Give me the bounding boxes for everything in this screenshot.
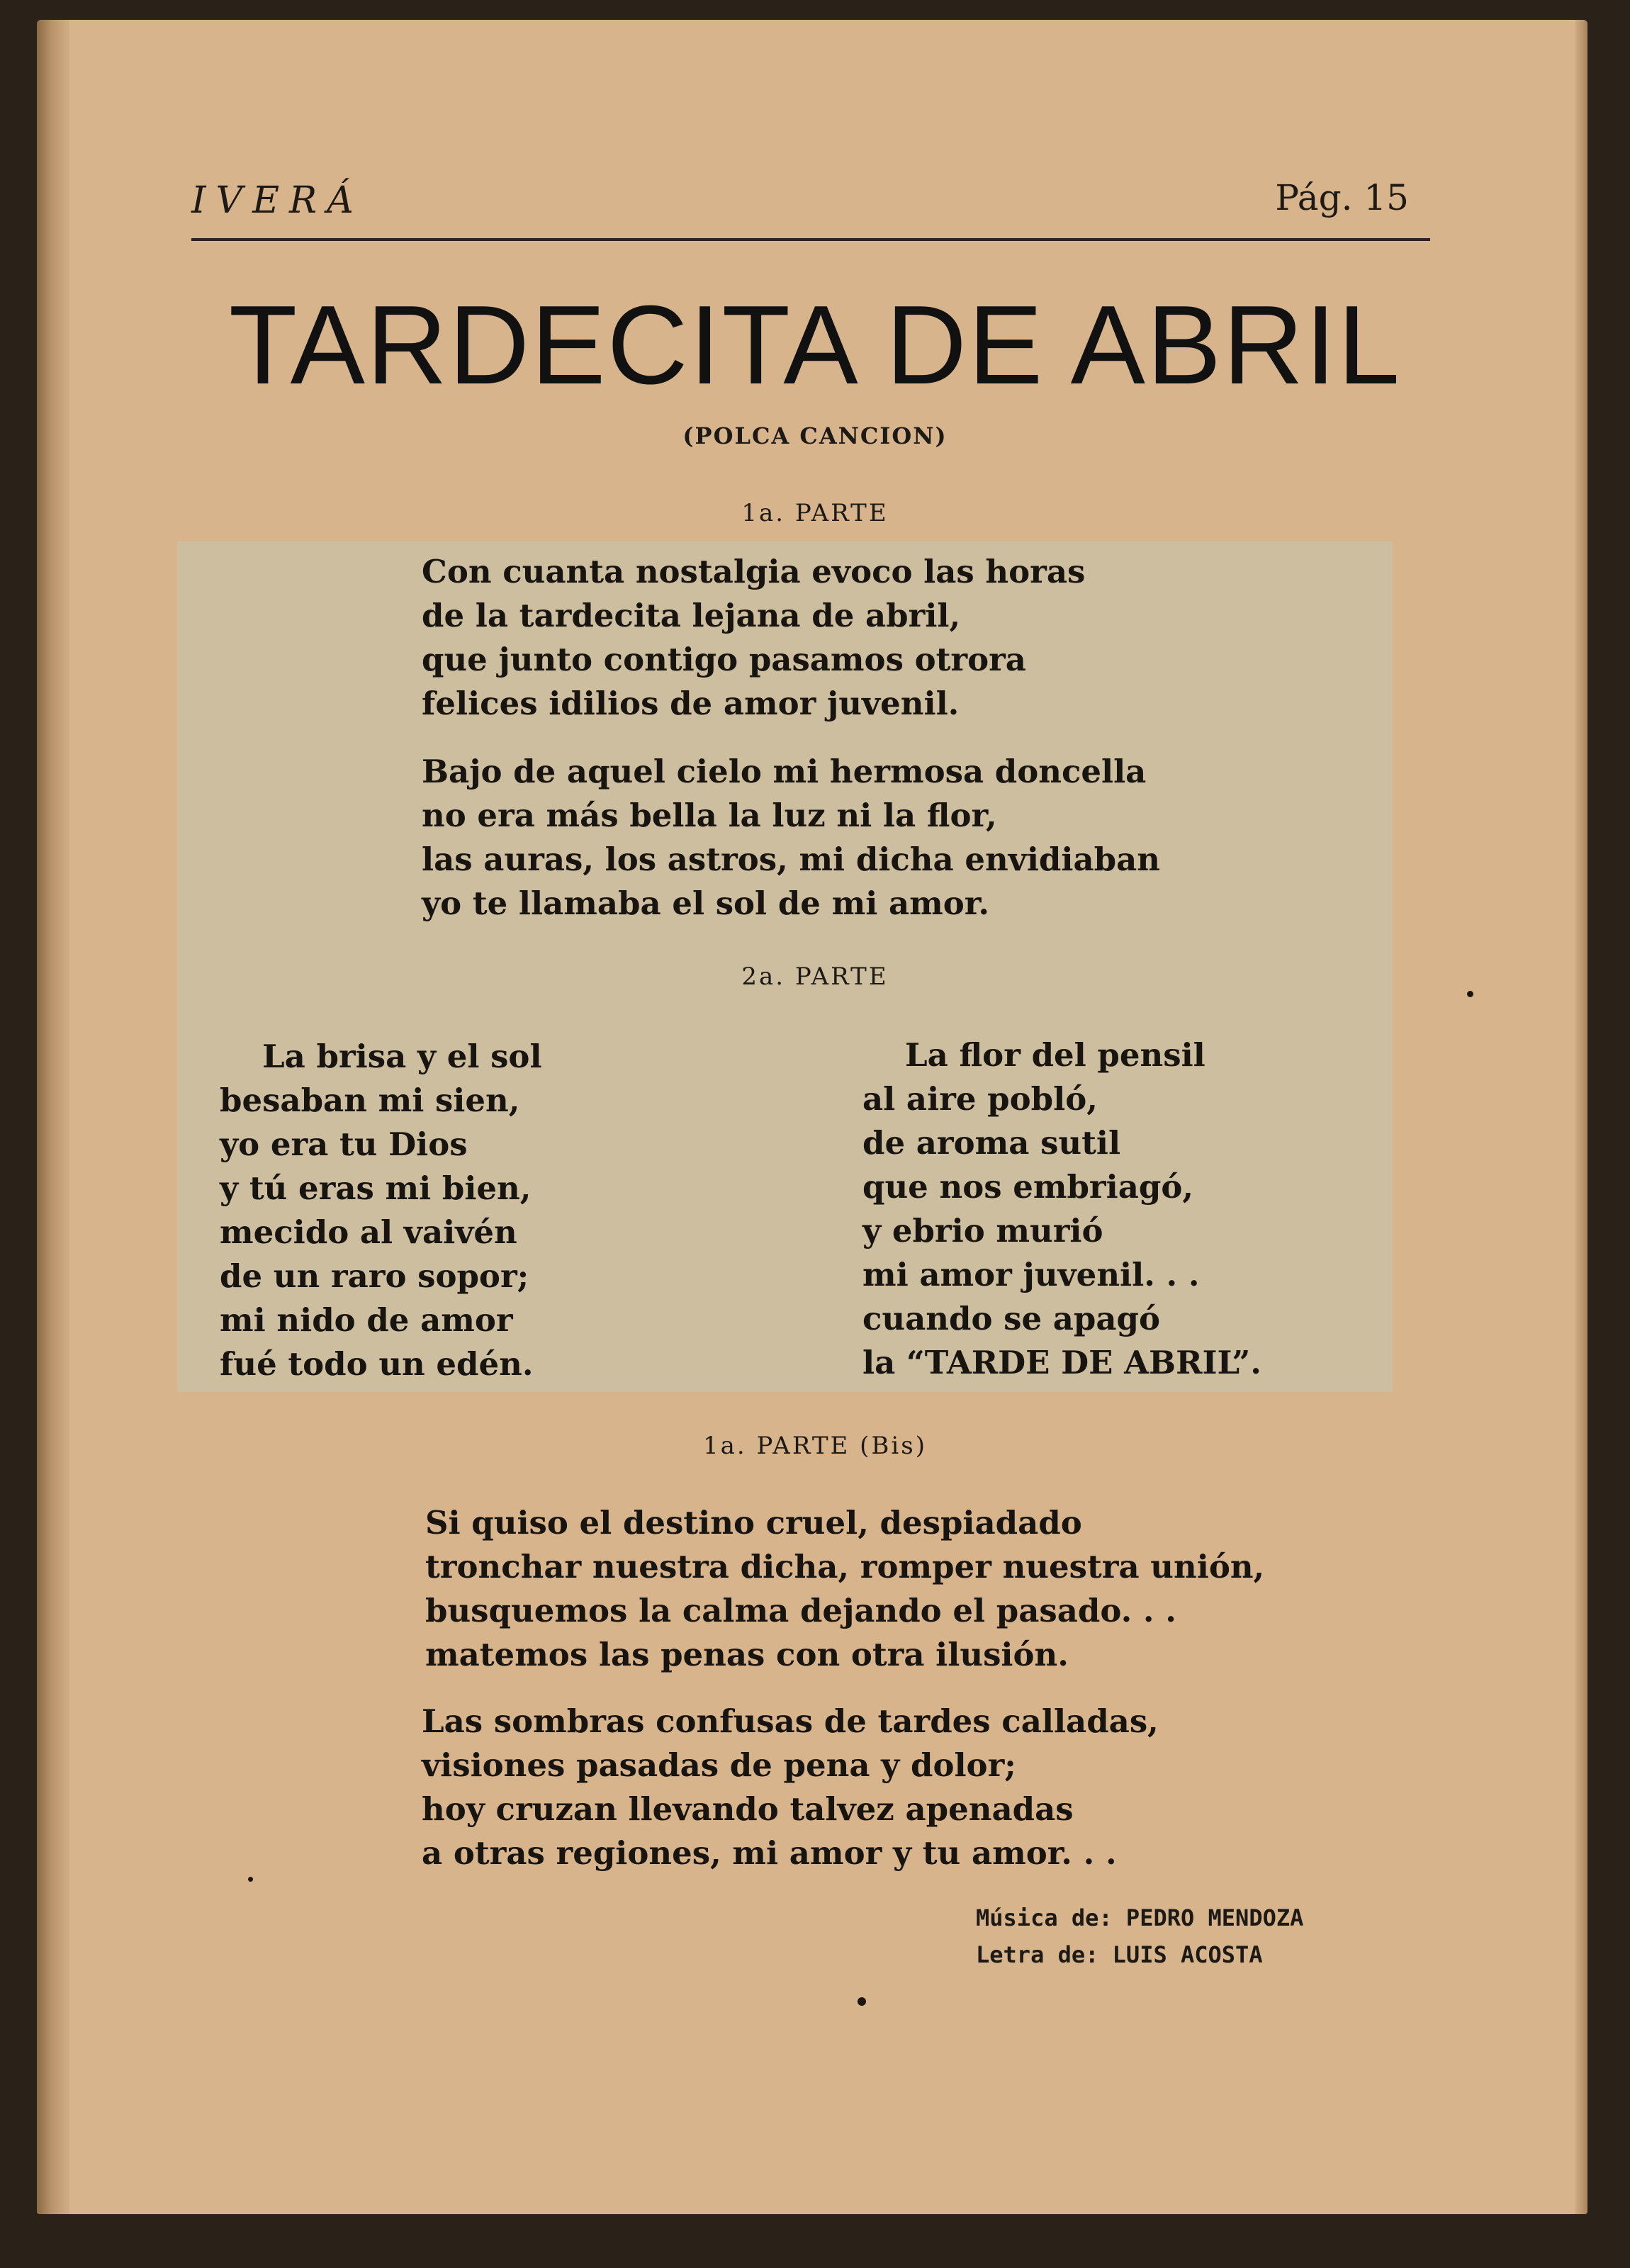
ink-speck (858, 1997, 866, 2006)
ink-speck (248, 1877, 253, 1882)
part-2-left-column (220, 1035, 542, 1386)
verse-line: felices idilios de amor juvenil. (422, 685, 960, 722)
verse-line: Las sombras confusas de tardes calladas, (422, 1702, 1159, 1740)
verse-line: que junto contigo pasamos otrora (422, 641, 1026, 678)
song-genre: (POLCA CANCION) (682, 422, 948, 449)
verse-line: yo era tu Dios (220, 1125, 468, 1163)
verse-line: yo te llamaba el sol de mi amor. (422, 885, 989, 922)
verse-line: la “TARDE DE ABRIL”. (862, 1344, 1261, 1381)
part-3-stanza-1 (425, 1501, 1264, 1677)
verse-line: de un raro sopor; (220, 1257, 529, 1295)
verse-line: busquemos la calma dejando el pasado. . . (425, 1592, 1176, 1629)
verse-line: y tú eras mi bien, (220, 1169, 532, 1207)
verse-line: de aroma sutil (862, 1124, 1121, 1162)
verse-line: de la tardecita lejana de abril, (422, 597, 961, 634)
verse-line: besaban mi sien, (220, 1082, 520, 1119)
verse-line: cuando se apagó (862, 1300, 1161, 1337)
verse-line: mecido al vaivén (220, 1213, 517, 1251)
music-credit: Música de: PEDRO MENDOZA (976, 1904, 1304, 1931)
part-3-stanza-2 (422, 1700, 1159, 1875)
verse-line: Bajo de aquel cielo mi hermosa doncella (422, 753, 1147, 790)
song-title: TARDECITA DE ABRIL (228, 283, 1402, 408)
part-1-stanza-1 (422, 550, 1085, 726)
verse-line: hoy cruzan llevando talvez apenadas (422, 1790, 1074, 1828)
part-1-stanza-2 (422, 750, 1160, 926)
verse-line: La brisa y el sol (262, 1038, 542, 1075)
verse-line: mi nido de amor (220, 1301, 513, 1339)
part-1-heading: 1a. PARTE (741, 499, 889, 527)
verse-line: Con cuanta nostalgia evoco las horas (422, 553, 1086, 590)
verse-line: que nos embriagó, (862, 1168, 1194, 1206)
verse-line: visiones pasadas de pena y dolor; (422, 1746, 1016, 1784)
verse-line: las auras, los astros, mi dicha envidiaban (422, 841, 1160, 878)
verse-line: Si quiso el destino cruel, despiadado (425, 1504, 1082, 1542)
verse-line: mi amor juvenil. . . (862, 1256, 1200, 1293)
verse-line: fué todo un edén. (220, 1345, 534, 1383)
verse-line: y ebrio murió (862, 1212, 1103, 1250)
verse-line: a otras regiones, mi amor y tu amor. . . (422, 1834, 1117, 1872)
part-2-right-column (862, 1033, 1261, 1385)
page-spine (37, 20, 69, 2214)
header-rule (191, 238, 1430, 241)
verse-line: La flor del pensil (905, 1036, 1205, 1074)
verse-line: al aire pobló, (862, 1080, 1098, 1118)
lyrics-credit: Letra de: LUIS ACOSTA (976, 1941, 1263, 1968)
magazine-name: IVERÁ (191, 179, 364, 222)
page-edge (1575, 20, 1587, 2214)
part-2-heading: 2a. PARTE (741, 962, 889, 991)
verse-line: matemos las penas con otra ilusión. (425, 1636, 1069, 1673)
part-3-heading: 1a. PARTE (Bis) (703, 1432, 927, 1460)
page-number: Pág. 15 (1275, 177, 1409, 218)
ink-speck (1467, 991, 1473, 997)
magazine-page (37, 20, 1587, 2214)
verse-line: no era más bella la luz ni la flor, (422, 797, 997, 834)
verse-line: tronchar nuestra dicha, romper nuestra unión, (425, 1548, 1265, 1585)
song-credits (976, 1899, 1303, 1973)
